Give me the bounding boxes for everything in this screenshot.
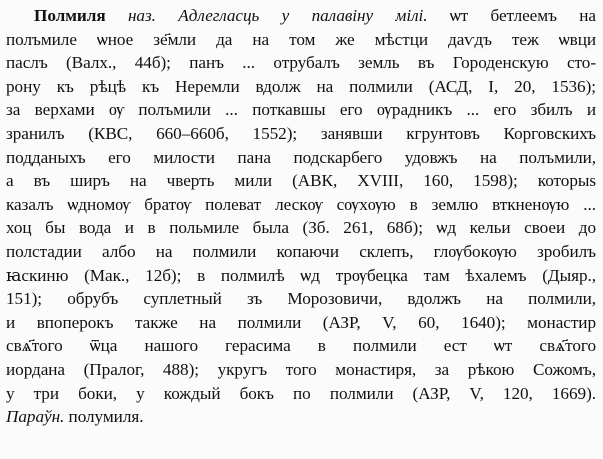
parallel-label: Параўн.: [6, 407, 65, 427]
quote-line-2: полъмиле ѡное зе҃мли да на том же мѣстци даѵдъ теж ѡвци: [6, 29, 596, 49]
parallel-line: [6, 405, 596, 429]
headword: Полмиля: [34, 6, 106, 25]
quote-line-1: ѡт бетлеемъ на: [449, 6, 596, 25]
grammar-label: наз.: [127, 6, 156, 25]
parallel-word: полумиля.: [68, 407, 144, 427]
quote-line-3: паслъ (Валх., 44б); панъ ... отрубалъ земль въ Городенскую сто-: [6, 53, 596, 73]
quote-line-9: казалъ ѡдномѹ братѹ полеват лескѹ сѹхѹю в землю вткненѹю ...: [6, 194, 596, 214]
quote-line-6: зранилъ (КВС, 660–660б, 1552); занявши кгрунтовъ Корговскихъ: [6, 123, 596, 143]
quote-line-17: у три боки, у кождый бокъ по полмили (АЗР, V, 120, 1669).: [6, 383, 596, 403]
entry-line-1: [6, 4, 596, 28]
quote-line-5: за верхами ѹ полъмили ... поткавшы его ѹрадникъ ... его збилъ и: [6, 100, 596, 120]
dictionary-entry: [6, 4, 596, 429]
quote-line-11: полстадии албо на полмили копаючи склепъ, глѹбокѹю зробилъ: [6, 241, 596, 261]
quote-line-13: 151); обрубъ суплетный зъ Морозовичи, вдолжъ на полмили,: [6, 289, 596, 309]
quote-line-10: хоц бы вода и в польмиле была (Зб. 261, 68б); ѡд кельи своеи до: [6, 218, 596, 238]
quote-line-12: ꙗскиню (Мак., 12б); в полмилѣ ѡд трѹбецка там ѣхалемъ (Дыяр.,: [6, 265, 596, 285]
definition: Адлегласць у палавіну мілі.: [178, 6, 428, 25]
quote-line-7: подданыхъ его милости пана подскарбего удовжъ на полъмили,: [6, 147, 596, 167]
quote-line-16: иордана (Пралог, 488); укругъ того монастиря, за рѣкою Сожомъ,: [6, 359, 596, 379]
quote-line-8: а въ ширъ на чверть мили (АВК, XVIII, 160, 1598); которыѕ: [6, 171, 596, 191]
quote-line-14: и впоперокъ также на полмили (АЗР, V, 60, 1640); монастир: [6, 312, 596, 332]
quote-line-15: свѧ҃того ѿца нашого герасима в полмили ест ѡт свѧ҃того: [6, 336, 596, 356]
quote-line-4: рону къ рѣцѣ къ Неремли вдолж на полмили (АСД, I, 20, 1536);: [6, 76, 596, 96]
